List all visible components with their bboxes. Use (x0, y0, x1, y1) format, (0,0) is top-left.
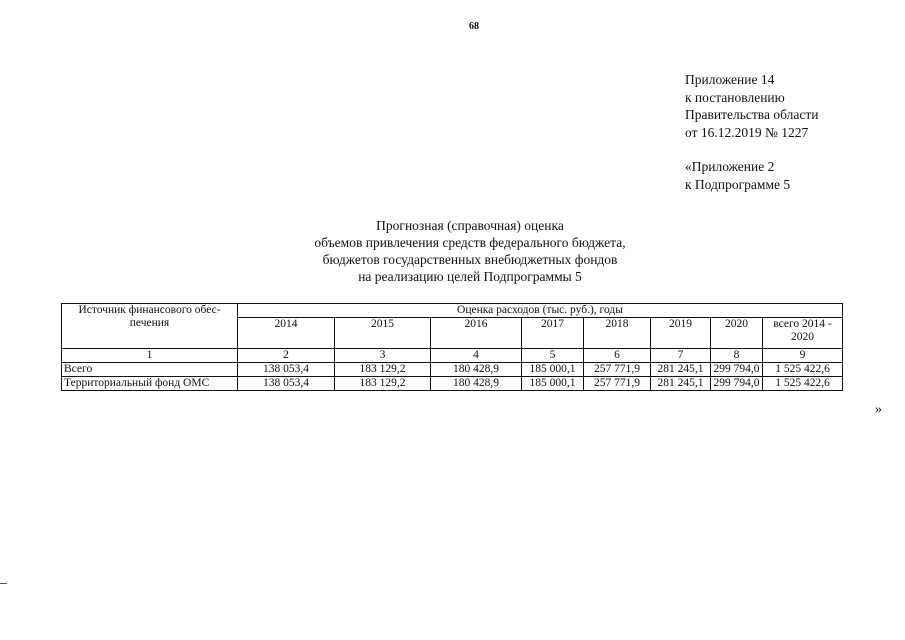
year-header: 2019 (651, 318, 711, 349)
header-row (62, 304, 843, 318)
year-header: 2015 (335, 318, 431, 349)
table-cell: 138 053,4 (238, 363, 335, 377)
source-column-header (62, 304, 238, 349)
column-number: 5 (522, 349, 584, 363)
title-line: объемов привлечения средств федерального бюджета, (314, 235, 626, 250)
table-cell: 299 794,0 (711, 363, 763, 377)
year-header: 2018 (584, 318, 651, 349)
column-number: 7 (651, 349, 711, 363)
appendix-gap (685, 141, 818, 158)
expense-group-header: Оценка расходов (тыс. руб.), годы (238, 304, 843, 318)
column-number: 6 (584, 349, 651, 363)
table-cell: 183 129,2 (335, 377, 431, 391)
source-header-line: печения (129, 317, 170, 329)
title-line: бюджетов государственных внебюджетных фондов (322, 252, 618, 267)
column-number: 4 (431, 349, 522, 363)
row-label: Всего (62, 363, 238, 377)
table-cell: 257 771,9 (584, 377, 651, 391)
table-cell: 281 245,1 (651, 377, 711, 391)
column-number-row (62, 349, 843, 363)
column-number: 1 (62, 349, 238, 363)
column-number: 9 (763, 349, 843, 363)
year-header: 2014 (238, 318, 335, 349)
year-header: 2017 (522, 318, 584, 349)
table-cell: 138 053,4 (238, 377, 335, 391)
year-header: 2020 (711, 318, 763, 349)
appendix-reference (685, 71, 818, 193)
closing-quote: » (875, 402, 882, 417)
table-cell: 180 428,9 (431, 377, 522, 391)
table-cell: 281 245,1 (651, 363, 711, 377)
appendix-quote-line: «Приложение 2 (685, 159, 775, 174)
appendix-line: Правительства области (685, 107, 819, 122)
table-cell: 180 428,9 (431, 363, 522, 377)
total-header: всего 2014 - 2020 (763, 318, 843, 349)
table-row (62, 363, 843, 377)
table-cell: 299 794,0 (711, 377, 763, 391)
column-number: 8 (711, 349, 763, 363)
margin-mark (0, 583, 7, 584)
table-cell: 1 525 422,6 (763, 377, 843, 391)
appendix-line: к постановлению (685, 89, 785, 105)
title-line: Прогнозная (справочная) оценка (376, 218, 564, 233)
table-cell: 185 000,1 (522, 363, 584, 377)
appendix-line: Приложение 14 (685, 72, 775, 87)
table-cell: 185 000,1 (522, 377, 584, 391)
table-cell: 257 771,9 (584, 363, 651, 377)
column-number: 3 (335, 349, 431, 363)
year-header: 2016 (431, 318, 522, 349)
row-label: Территориальный фонд ОМС (62, 377, 238, 391)
page-number: 68 (469, 21, 479, 32)
funding-estimate-table (61, 303, 843, 391)
table-cell: 1 525 422,6 (763, 363, 843, 377)
document-title (0, 217, 905, 285)
appendix-quote-line: к Подпрограмме 5 (685, 176, 791, 192)
table-cell: 183 129,2 (335, 363, 431, 377)
appendix-line: от 16.12.2019 № 1227 (685, 124, 809, 140)
column-number: 2 (238, 349, 335, 363)
source-header-line: Источник финансового обес- (78, 304, 221, 316)
table-row (62, 377, 843, 391)
title-line: на реализацию целей Подпрограммы 5 (358, 269, 582, 284)
